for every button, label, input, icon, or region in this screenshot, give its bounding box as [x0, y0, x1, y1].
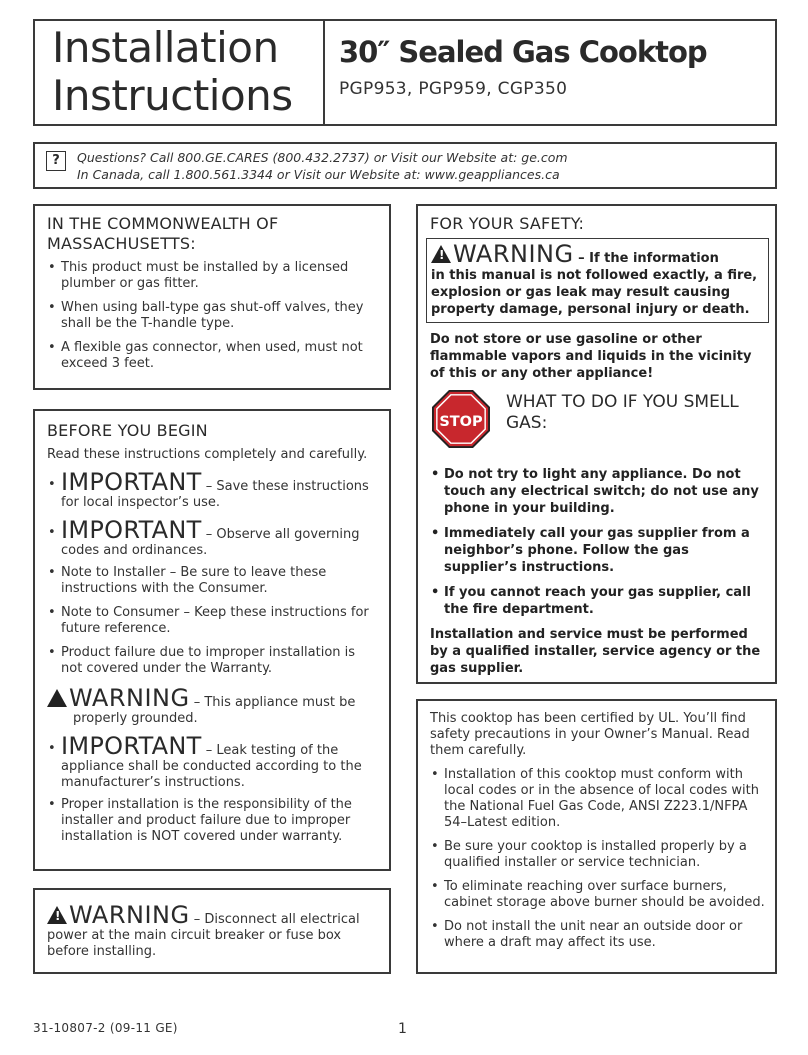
warning-triangle-icon: [47, 906, 67, 924]
important-item: • IMPORTANT – Leak testing of the appliance shall be conducted according to the manufacturer’s instructions.: [47, 733, 379, 791]
smell-gas-row: [430, 390, 765, 460]
important-item: • IMPORTANT – Observe all governing codes and ordinances.: [47, 517, 379, 559]
list-item: • Note to Consumer – Keep these instructions for future reference.: [47, 605, 379, 637]
list-item: • Immediately call your gas supplier from a neighbor’s phone. Follow the gas supplier’s instructions.: [430, 525, 765, 576]
list-item: • Installation of this cooktop must conform with local codes or in the absence of local codes with the National Fuel Gas Code, ANSI Z223.1/NFPA 54–Latest edition.: [430, 767, 765, 831]
list-item: • When using ball-type gas shut-off valves, they shall be the T-handle type.: [47, 300, 379, 332]
list-item: • Product failure due to improper installation is not covered under the Warranty.: [47, 645, 379, 677]
safety-heading: FOR YOUR SAFETY:: [430, 214, 585, 233]
stop-label: STOP: [439, 413, 483, 430]
before-you-begin-box: [33, 409, 391, 871]
contact-line-canada: In Canada, call 1.800.561.3344 or Visit our Website at: www.geappliances.ca: [77, 167, 560, 182]
smell-gas-heading: WHAT TO DO IF YOU SMELL GAS:: [506, 392, 739, 433]
list-item: • If you cannot reach your gas supplier, call the fire department.: [430, 584, 765, 618]
title-box: [33, 19, 325, 126]
massachusetts-box: [33, 204, 391, 390]
contact-box: [33, 142, 777, 189]
before-intro: Read these instructions completely and carefully.: [47, 447, 368, 462]
question-box-icon: ?: [46, 151, 66, 171]
list-item: • Be sure your cooktop is installed properly by a qualified installer or service technician.: [430, 839, 765, 871]
model-numbers: PGP953, PGP959, CGP350: [339, 79, 568, 99]
list-item: • To eliminate reaching over surface burners, cabinet storage above burner should be avoided.: [430, 879, 765, 911]
safety-box: [416, 204, 777, 684]
massachusetts-heading: IN THE COMMONWEALTH OF MASSACHUSETTS:: [47, 214, 279, 253]
page-number: 1: [398, 1021, 407, 1037]
electrical-warning-box: [33, 888, 391, 974]
no-store-warning: Do not store or use gasoline or other flammable vapors and liquids in the vicinity of this or any other appliance!: [430, 332, 752, 381]
product-title: 30″ Sealed Gas Cooktop: [339, 35, 707, 69]
list-item: • Do not install the unit near an outside door or where a draft may affect its use.: [430, 919, 765, 951]
ul-intro: This cooktop has been certified by UL. You’ll find safety precautions in your Owner’s Manual. Read them carefully.: [430, 711, 750, 758]
list-item: • Proper installation is the responsibility of the installer and product failure due to improper installation is NOT covered under warranty.: [47, 797, 379, 845]
grounding-warning: !WARNING – This appliance must be properly grounded.: [47, 685, 379, 727]
warning-triangle-icon: [47, 689, 67, 707]
electrical-warning: !WARNING – Disconnect all electrical power at the main circuit breaker or fuse box before installing.: [47, 902, 379, 960]
list-item: • Note to Installer – Be sure to leave these instructions with the Consumer.: [47, 565, 379, 597]
list-item: • A flexible gas connector, when used, must not exceed 3 feet.: [47, 340, 379, 372]
contact-line-us: Questions? Call 800.GE.CARES (800.432.2737) or Visit our Website at: ge.com: [77, 150, 568, 165]
product-box: [323, 19, 777, 126]
list-item: • This product must be installed by a licensed plumber or gas fitter.: [47, 260, 379, 292]
ul-certification-box: [416, 699, 777, 974]
important-item: • IMPORTANT – Save these instructions for local inspector’s use.: [47, 469, 379, 511]
service-note: Installation and service must be performed by a qualified installer, service agency or the gas supplier.: [430, 627, 761, 676]
list-item: • Do not try to light any appliance. Do not touch any electrical switch; do not use any phone in your building.: [430, 466, 765, 517]
document-code: 31-10807-2 (09-11 GE): [33, 1021, 178, 1035]
safety-warning: !WARNING – If the information in this manual is not followed exactly, a fire, explosion or gas leak may result causing property damage, personal injury or death.: [426, 238, 769, 323]
warning-triangle-icon: [431, 245, 451, 263]
page-title: Installation Instructions: [52, 23, 293, 120]
stop-sign-icon: [432, 390, 490, 448]
before-heading: BEFORE YOU BEGIN: [47, 421, 208, 440]
